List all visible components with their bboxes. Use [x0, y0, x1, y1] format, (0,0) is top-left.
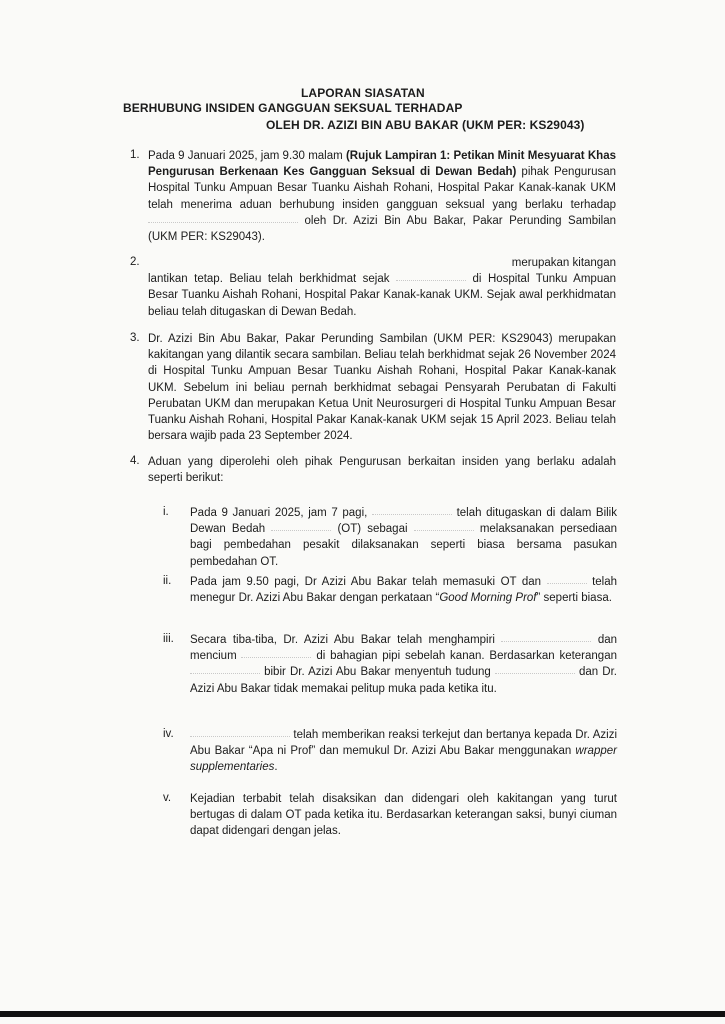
paragraph-2-number: 2.	[130, 256, 140, 268]
redaction-mark	[495, 670, 575, 674]
redaction-mark	[372, 511, 452, 515]
item-iii-text-b: dan mencium	[190, 634, 617, 663]
paragraph-1-reference: (Rujuk Lampiran 1: Petikan Minit Mesyuarat Khas Pengurusan Berkenaan Kes Gangguan Seksual di Dewan Bedah)	[148, 150, 617, 179]
item-i-label: i.	[163, 506, 169, 518]
item-iii-text-a: Secara tiba-tiba, Dr. Azizi Abu Bakar telah menghampiri	[190, 634, 495, 646]
paragraph-1-text-d: oleh Dr. Azizi Bin Abu Bakar, Pakar Perunding Sambilan (UKM PER: KS29043).	[148, 214, 616, 244]
report-title: LAPORAN SIASATAN	[301, 86, 425, 100]
item-i-text-a: Pada 9 Januari 2025, jam 7 pagi,	[190, 507, 368, 519]
paragraph-1-text-c: pihak Pengurusan Hospital Tunku Ampuan Besar Tuanku Aishah Rohani, Hospital Pakar Kanak-kanak UKM telah menerima aduan berhubung insiden gangguan seksual yang berlaku terhadap	[148, 166, 617, 211]
paragraph-1	[148, 148, 616, 245]
item-iii-label: iii.	[163, 633, 174, 645]
paragraph-2-text-c: di Hospital Tunku Ampuan Besar Tuanku Aishah Rohani, Hospital Pakar Kanak-kanak UKM. Sejak awal perkhidmatan beliau telah ditugaskan di Dewan Bedah.	[148, 273, 617, 318]
paragraph-3: Dr. Azizi Bin Abu Bakar, Pakar Perunding Sambilan (UKM PER: KS29043) merupakan kakitangan yang dilantik secara sambilan. Beliau telah berkhidmat sejak 26 November 2024 di Hospital Tunku Ampuan Besar Tuanku Aishah Rohani, Hospital Pakar Kanak-kanak UKM. Sebelum ini beliau pernah berkhidmat sebagai Pensyarah Perubatan di Fakulti Perubatan UKM dan merupakan Ketua Unit Neurosurgeri di Hospital Tunku Ampuan Besar Tuanku Aishah Rohani, Hospital Pakar Kanak-kanak UKM sejak 15 April 2023. Beliau telah bersara wajib pada 23 September 2024.	[148, 333, 616, 443]
redaction-mark	[148, 219, 298, 223]
paragraph-2	[148, 255, 616, 320]
paragraph-1-number: 1.	[130, 149, 140, 161]
redaction-mark	[547, 580, 587, 584]
item-ii-text-e: ” seperti biasa.	[536, 592, 612, 605]
paragraph-4: Aduan yang diperolehi oleh pihak Pengurusan berkaitan insiden yang berlaku adalah seperti berikut:	[148, 456, 616, 485]
paragraph-4-number: 4.	[130, 455, 140, 467]
item-i-text-f: .	[275, 555, 279, 568]
paragraph-2-text-b: lantikan tetap. Beliau telah berkhidmat sejak	[148, 273, 390, 286]
item-i	[190, 505, 617, 570]
item-iii-text-d: bibir Dr. Azizi Abu Bakar menyentuh tudung	[264, 666, 491, 679]
item-iv-text-c: .	[274, 761, 278, 774]
item-iii-text-e: dan Dr. Azizi Abu Bakar tidak memakai pelitup muka pada ketika itu.	[190, 666, 617, 695]
item-ii	[190, 574, 617, 606]
item-i-text-c: (OT	[337, 523, 358, 536]
item-ii-label: ii.	[163, 575, 172, 587]
redaction-mark	[396, 277, 466, 281]
item-ii-quote: Good Morning Prof	[439, 592, 537, 605]
redaction-mark	[190, 670, 260, 674]
paragraph-3-number: 3.	[130, 332, 140, 344]
item-i-text-d: ) sebagai	[357, 523, 408, 536]
item-iv-text-a: telah memberikan reaksi terkejut dan bertanya kepada Dr. Azizi Abu Bakar “Apa ni Prof” dan memukul Dr. Azizi Abu Bakar menggunakan	[190, 729, 618, 758]
redaction-mark	[190, 733, 290, 737]
item-ii-text-b: dan	[521, 576, 542, 588]
item-ii-text-a: Pada jam 9.50 pagi, Dr Azizi Abu Bakar telah memasuki OT	[190, 576, 517, 588]
item-iv	[190, 727, 617, 776]
item-ii-text-c: telah menegur Dr. Azizi Abu Bakar dengan perkataan “	[190, 576, 617, 605]
redaction-mark	[414, 527, 474, 531]
item-iv-italic: wrapper supplementaries	[190, 745, 617, 774]
paragraph-1-text-a: Pada 9 Januari 2025, jam 9.30 malam	[148, 150, 346, 162]
report-subtitle: BERHUBUNG INSIDEN GANGGUAN SEKSUAL TERHADAP	[123, 101, 463, 115]
redaction-mark	[241, 654, 311, 658]
item-iii	[190, 632, 617, 697]
page-bottom-edge	[0, 1011, 725, 1017]
item-v-label: v.	[163, 792, 172, 804]
redaction-mark	[271, 527, 331, 531]
report-subject: OLEH DR. AZIZI BIN ABU BAKAR (UKM PER: KS29043)	[266, 118, 585, 132]
paragraph-2-text-a: merupakan kitangan	[511, 257, 616, 269]
item-iii-text-c: di bahagian pipi sebelah kanan. Berdasarkan keterangan	[316, 650, 617, 663]
item-i-text-e: melaksanakan persediaan bagi pembedahan pesakit dilaksanakan seperti biasa bersama pasukan pembedahan OT	[190, 523, 618, 568]
item-i-text-b: telah ditugaskan di dalam Bilik Dewan Bedah	[190, 507, 617, 536]
redaction-mark	[501, 638, 591, 642]
item-v: Kejadian terbabit telah disaksikan dan didengari oleh kakitangan yang turut bertugas di dalam OT pada ketika itu. Berdasarkan keterangan saksi, bunyi ciuman dapat didengari dengan jelas.	[190, 793, 617, 838]
item-iv-label: iv.	[163, 728, 174, 740]
